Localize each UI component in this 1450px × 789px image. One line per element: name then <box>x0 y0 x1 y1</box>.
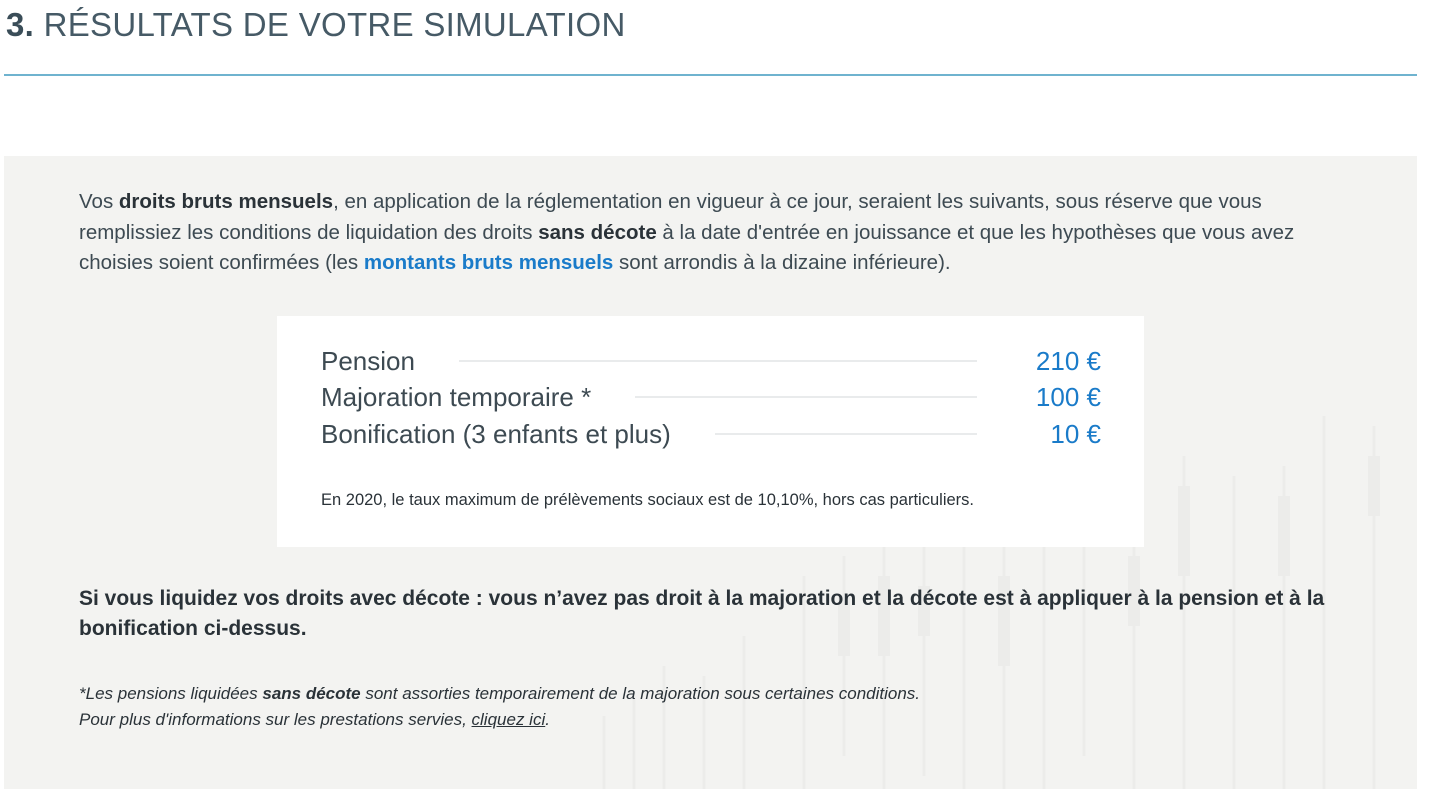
amounts-card <box>277 316 1144 547</box>
amount-label: Pension <box>321 345 415 376</box>
amount-label: Bonification (3 enfants et plus) <box>321 418 671 449</box>
intro-text-2: , en application de la réglementation en vigueur à ce jour, seraient les suivants, sous réserve que vous remplissiez les conditions de liquidation des droits <box>79 190 1262 244</box>
footnote-text-2: sont assorties temporairement de la majoration sous certaines conditions. <box>360 684 921 703</box>
intro-text-1: Vos <box>79 190 119 213</box>
cliquez-ici-link[interactable]: cliquez ici <box>471 710 546 729</box>
intro-highlight-montants: montants bruts mensuels <box>363 251 614 274</box>
amount-row-majoration <box>321 379 1101 415</box>
leader-line <box>635 396 977 398</box>
intro-text-3: à la date d'entrée en jouissance et que les hypothèses que vous avez choisies soient confirmées (les <box>79 220 1295 274</box>
intro-text-4: sont arrondis à la dizaine inférieure). <box>613 251 951 274</box>
amount-value: 100 € <box>1035 381 1101 412</box>
amount-label: Majoration temporaire * <box>321 381 592 412</box>
intro-bold-sans-decote: sans décote <box>538 220 657 244</box>
leader-line <box>715 433 977 435</box>
amount-value: 210 € <box>1035 345 1101 376</box>
footnote-bold-sans-decote: sans décote <box>262 684 361 703</box>
section-header <box>4 0 1417 76</box>
amount-row-bonification <box>321 416 1101 452</box>
decote-warning: Si vous liquidez vos droits avec décote : vous n’avez pas droit à la majoration et la décote est à appliquer à la pension et à la bonification ci-dessus. <box>79 587 1325 640</box>
intro-paragraph <box>79 187 1349 279</box>
amount-value: 10 € <box>1050 418 1101 449</box>
footnote-text-3: Pour plus d'informations sur les prestations servies, <box>79 710 472 729</box>
section-number: 3. <box>6 6 35 43</box>
footnote <box>79 681 1349 733</box>
section-title-text: RÉSULTATS DE VOTRE SIMULATION <box>43 6 626 43</box>
section-title <box>6 6 626 44</box>
leader-line <box>459 360 977 362</box>
footnote-text-4: . <box>545 710 550 729</box>
amount-row-pension <box>321 343 1101 379</box>
intro-bold-droits: droits bruts mensuels <box>118 190 334 213</box>
social-contributions-note: En 2020, le taux maximum de prélèvements sociaux est de 10,10%, hors cas particuliers. <box>321 491 974 509</box>
footnote-text-1: *Les pensions liquidées <box>79 684 263 703</box>
results-panel <box>4 156 1417 789</box>
